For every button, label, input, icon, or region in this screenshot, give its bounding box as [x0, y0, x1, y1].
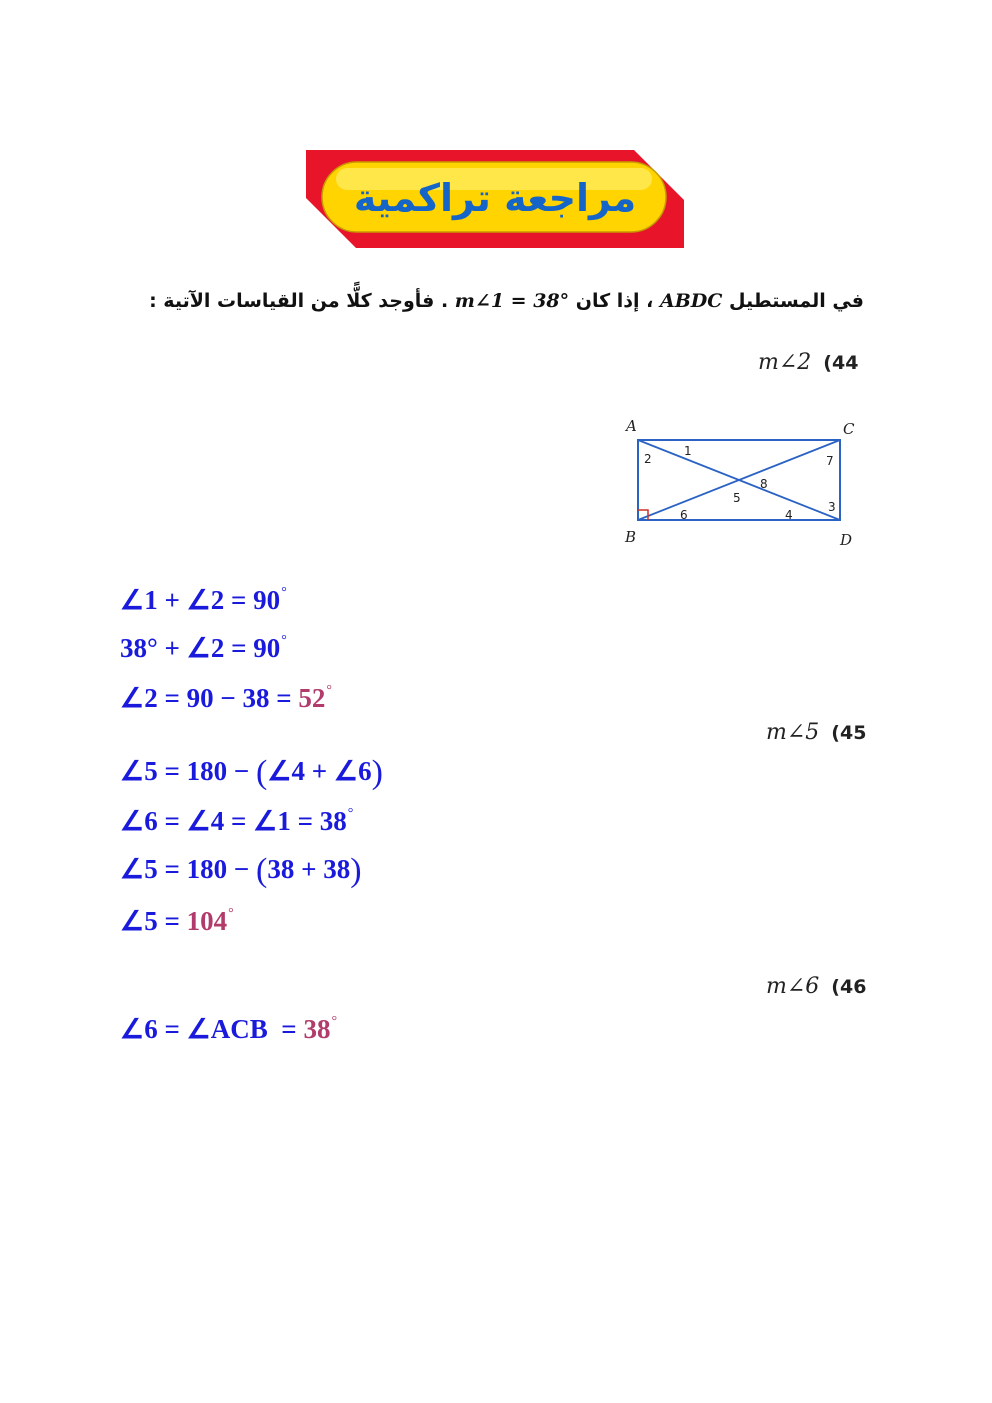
- rect-name: ABDC: [660, 290, 723, 312]
- vertex-c: C: [843, 420, 855, 438]
- angle-label-4: 4: [785, 508, 793, 522]
- angle-label-1: 1: [684, 444, 692, 458]
- question-45-number: (45: [831, 722, 867, 744]
- question-46-expression: m∠6: [766, 974, 820, 999]
- question-45-expression: m∠5: [766, 720, 820, 745]
- angle-label-8: 8: [760, 477, 768, 491]
- intro-part1: في المستطيل: [722, 290, 864, 312]
- banner-title: مراجعة تراكمية: [353, 176, 637, 220]
- work-44-line-2: 38° + ∠2 = 90°: [120, 633, 287, 663]
- work-45-line-4: ∠5 = 104°: [120, 906, 234, 936]
- angle-label-6: 6: [680, 508, 688, 522]
- work-44-line-1: ∠1 + ∠2 = 90°: [120, 585, 287, 615]
- question-44-label: [758, 350, 858, 375]
- question-44-expression: m∠2: [758, 350, 812, 375]
- vertex-d: D: [840, 531, 853, 549]
- question-44-number: (44: [823, 352, 859, 374]
- vertex-a: A: [626, 417, 637, 435]
- answer-45: 104: [186, 906, 228, 936]
- answer-44: 52: [298, 683, 326, 713]
- vertex-b: B: [625, 528, 637, 546]
- angle-label-7: 7: [826, 454, 834, 468]
- intro-part2: ، إذا كان: [569, 290, 660, 312]
- intro-part3: . فأوجد كلًّا من القياسات الآتية :: [149, 290, 455, 312]
- work-44-line-3: ∠2 = 90 − 38 = 52°: [120, 683, 332, 713]
- answer-46: 38: [303, 1014, 331, 1044]
- work-45-line-3: ∠5 = 180 − (38 + 38): [120, 852, 362, 889]
- angle-label-5: 5: [733, 491, 741, 505]
- given-angle: m∠1 = 38°: [454, 290, 570, 312]
- work-46-line-1: ∠6 = ∠ACB = 38°: [120, 1014, 338, 1044]
- rectangle-diagram: [620, 415, 870, 555]
- problem-intro: [144, 290, 864, 312]
- question-46-number: (46: [831, 976, 867, 998]
- work-45-line-1: ∠5 = 180 − (∠4 + ∠6): [120, 754, 383, 791]
- question-45-label: [766, 720, 866, 745]
- angle-label-3: 3: [828, 500, 836, 514]
- work-45-line-2: ∠6 = ∠4 = ∠1 = 38°: [120, 806, 354, 836]
- question-46-label: [766, 974, 866, 999]
- angle-label-2: 2: [644, 452, 652, 466]
